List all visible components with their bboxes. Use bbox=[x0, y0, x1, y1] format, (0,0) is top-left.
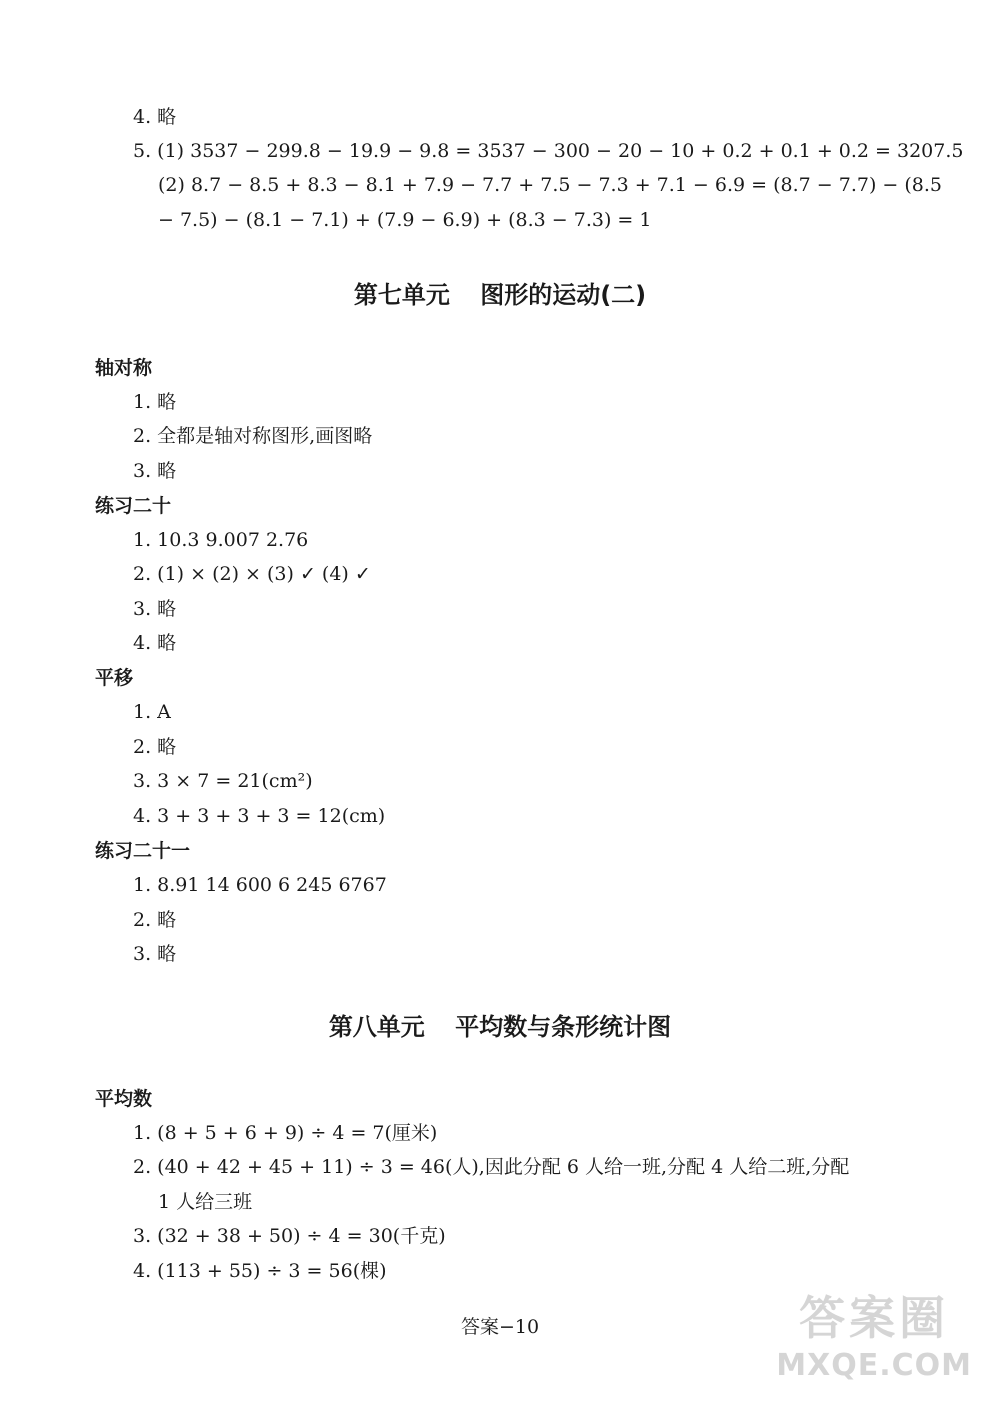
answer-line: − 7.5) − (8.1 − 7.1) + (7.9 − 6.9) + (8.3 − 7.3) = 1 bbox=[158, 209, 652, 231]
section-heading: 练习二十一 bbox=[95, 840, 191, 862]
answer-line: 2. 略 bbox=[133, 736, 177, 758]
page-footer: 答案−10 bbox=[460, 1316, 540, 1338]
watermark-text: 答案圈 bbox=[799, 1291, 950, 1345]
answer-line: 1. 略 bbox=[133, 391, 177, 413]
answer-line: 1. 10.3 9.007 2.76 bbox=[133, 529, 309, 551]
answer-line: 4. 3 + 3 + 3 + 3 = 12(cm) bbox=[133, 805, 386, 827]
answer-line: 4. 略 bbox=[133, 632, 177, 654]
answer-line: 2. 全都是轴对称图形,画图略 bbox=[133, 425, 373, 447]
answer-line: 1 人给三班 bbox=[158, 1191, 253, 1213]
answer-line: 5. (1) 3537 − 299.8 − 19.9 − 9.8 = 3537 − 300 − 20 − 10 + 0.2 + 0.1 + 0.2 = 3207.5 bbox=[133, 140, 964, 162]
answer-line: 3. 3 × 7 = 21(cm²) bbox=[133, 770, 313, 792]
answer-line: 4. 略 bbox=[133, 106, 177, 128]
answer-line: 1. A bbox=[133, 701, 171, 723]
section-heading: 平移 bbox=[95, 667, 134, 689]
section-heading: 平均数 bbox=[95, 1088, 153, 1110]
answer-line: 2. 略 bbox=[133, 909, 177, 931]
answer-line: 4. (113 + 55) ÷ 3 = 56(棵) bbox=[133, 1260, 387, 1282]
answer-line: 3. 略 bbox=[133, 943, 177, 965]
section-heading: 练习二十 bbox=[95, 495, 172, 517]
unit-title: 第七单元 图形的运动(二) bbox=[353, 281, 647, 309]
answer-line: 2. (1) × (2) × (3) ✓ (4) ✓ bbox=[133, 563, 371, 585]
section-heading: 轴对称 bbox=[95, 357, 153, 379]
answer-line: (2) 8.7 − 8.5 + 8.3 − 8.1 + 7.9 − 7.7 + 7.5 − 7.3 + 7.1 − 6.9 = (8.7 − 7.7) − (8.5 bbox=[158, 174, 942, 196]
answer-line: 3. (32 + 38 + 50) ÷ 4 = 30(千克) bbox=[133, 1225, 446, 1247]
watermark-url: MXQE.COM bbox=[776, 1348, 972, 1383]
answer-line: 1. 8.91 14 600 6 245 6767 bbox=[133, 874, 387, 896]
answer-line: 2. (40 + 42 + 45 + 11) ÷ 3 = 46(人),因此分配 6 人给一班,分配 4 人给二班,分配 bbox=[133, 1156, 850, 1178]
answer-line: 3. 略 bbox=[133, 598, 177, 620]
watermark-logo bbox=[776, 1282, 972, 1383]
answer-line: 1. (8 + 5 + 6 + 9) ÷ 4 = 7(厘米) bbox=[133, 1122, 438, 1144]
unit-title: 第八单元 平均数与条形统计图 bbox=[328, 1013, 672, 1041]
answer-line: 3. 略 bbox=[133, 460, 177, 482]
